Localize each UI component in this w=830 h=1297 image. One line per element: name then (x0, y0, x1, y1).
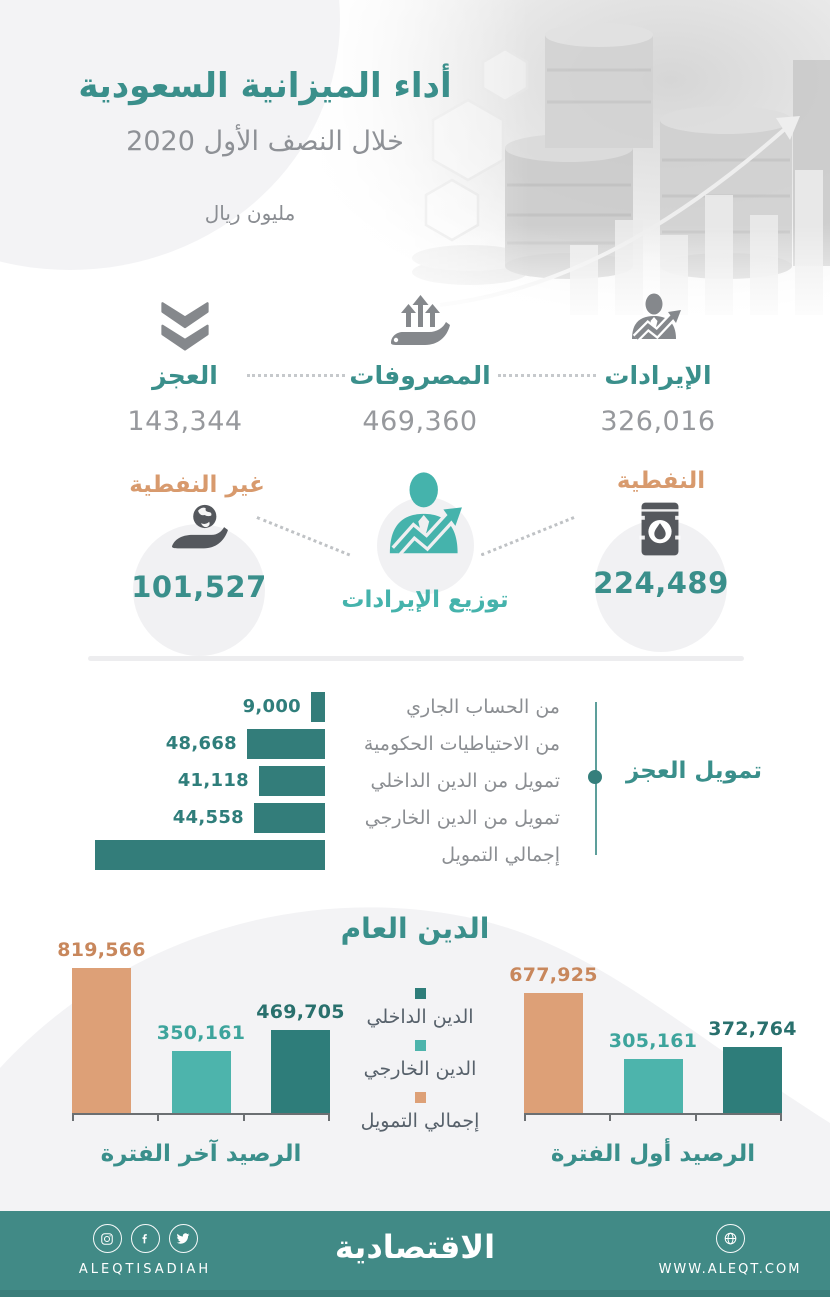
legend-item (366, 988, 473, 1028)
df-row (60, 840, 560, 870)
footer-bottom-strip (0, 1290, 830, 1297)
axis-line (524, 1113, 782, 1121)
df-label: من الاحتياطيات الحكومية (363, 733, 560, 755)
end-period-chart (57, 939, 345, 1167)
debt-bar-value: 677,925 (509, 964, 598, 986)
page-subtitle: خلال النصف الأول 2020 (126, 126, 404, 157)
df-row (60, 692, 560, 722)
footer-handle: ALEQTISADIAH (78, 1262, 212, 1277)
df-bracket-dot (588, 770, 602, 784)
debt-bar (172, 1051, 231, 1113)
stat-label: العجز (152, 361, 218, 390)
start-period-chart (509, 945, 797, 1167)
deficit-financing-chart (60, 692, 560, 877)
stat-label: المصروفات (349, 361, 491, 390)
instagram-icon[interactable] (93, 1224, 122, 1253)
double-chevron-down-icon (85, 291, 285, 353)
stat-value: 143,344 (127, 406, 243, 437)
dotted-connector (256, 516, 350, 556)
page-title: أداء الميزانية السعودية (78, 66, 452, 106)
distribution-person-icon (383, 468, 471, 590)
debt-bar-value: 469,705 (256, 1001, 345, 1023)
debt-bar-value: 372,764 (708, 1018, 797, 1040)
stat-value: 469,360 (362, 406, 478, 437)
legend-label: إجمالي التمويل (360, 1110, 480, 1132)
debt-bar-value: 350,161 (156, 1022, 246, 1044)
df-label: من الحساب الجاري (406, 696, 560, 718)
df-row (60, 766, 560, 796)
debt-bar-group (509, 964, 598, 1113)
person-chart-icon (558, 291, 758, 353)
legend-swatch (415, 1040, 426, 1051)
chart-label: الرصيد أول الفترة (550, 1141, 756, 1167)
unit-label: مليون ريال (204, 201, 296, 225)
axis-line (72, 1113, 330, 1121)
oil-label: النفطية (616, 468, 706, 494)
debt-bar-group (256, 1001, 345, 1113)
debt-bars (57, 939, 345, 1113)
debt-bar-group (57, 939, 146, 1113)
stat-revenues (558, 291, 758, 437)
debt-legend (345, 988, 495, 1144)
df-row (60, 803, 560, 833)
stat-value: 326,016 (600, 406, 716, 437)
df-value: 41,118 (177, 770, 249, 791)
debt-bar (624, 1059, 683, 1113)
legend-label: الدين الخارجي (363, 1058, 477, 1080)
legend-swatch (415, 1092, 426, 1103)
footer-website-block (635, 1224, 825, 1277)
footer-website[interactable]: WWW.ALEQT.COM (658, 1262, 802, 1277)
df-value: 9,000 (242, 696, 301, 717)
facebook-icon[interactable] (131, 1224, 160, 1253)
debt-bar-group (708, 1018, 797, 1113)
debt-bar-group (608, 1030, 698, 1113)
debt-bars (509, 945, 797, 1113)
hand-up-arrows-icon (320, 291, 520, 353)
stat-label: الإيرادات (604, 361, 712, 390)
dotted-separator (247, 374, 345, 377)
debt-bar-value: 305,161 (608, 1030, 698, 1052)
df-bar (254, 803, 325, 833)
df-value: 48,668 (165, 733, 237, 754)
twitter-icon[interactable] (169, 1224, 198, 1253)
debt-bar (271, 1030, 330, 1113)
debt-bar (72, 968, 131, 1113)
df-bar (247, 729, 325, 759)
dotted-connector (481, 516, 575, 556)
footer-social-block (50, 1224, 240, 1277)
non-oil-value: 101,527 (131, 570, 267, 604)
df-bar (259, 766, 325, 796)
oil-barrel-icon (635, 500, 685, 562)
public-debt-title: الدين العام (340, 912, 490, 945)
debt-bar-value: 819,566 (57, 939, 146, 961)
df-label: إجمالي التمويل (441, 844, 560, 866)
debt-bar (723, 1047, 782, 1113)
df-value: 44,558 (172, 807, 244, 828)
debt-bar (524, 993, 583, 1113)
debt-bar-group (156, 1022, 246, 1113)
oil-value: 224,489 (593, 566, 729, 600)
distribution-title: توزيع الإيرادات (341, 587, 509, 613)
globe-icon (716, 1224, 745, 1253)
deficit-financing-title: تمويل العجز (625, 758, 763, 784)
dotted-separator (498, 374, 596, 377)
chart-label: الرصيد آخر الفترة (100, 1141, 302, 1167)
df-label: تمويل من الدين الداخلي (370, 770, 560, 792)
legend-item (364, 1040, 477, 1080)
stat-expenditures (320, 291, 520, 437)
legend-item (361, 1092, 480, 1132)
stat-deficit (85, 291, 285, 437)
df-row (60, 729, 560, 759)
df-bar (95, 840, 325, 870)
hand-globe-icon (168, 502, 230, 562)
brand-logo: الاقتصادية (334, 1228, 496, 1266)
section-divider (88, 656, 744, 661)
legend-label: الدين الداخلي (366, 1006, 474, 1028)
legend-swatch (415, 988, 426, 999)
df-bar (311, 692, 325, 722)
df-label: تمويل من الدين الخارجي (364, 807, 560, 829)
non-oil-label: غير النفطية (129, 472, 265, 498)
